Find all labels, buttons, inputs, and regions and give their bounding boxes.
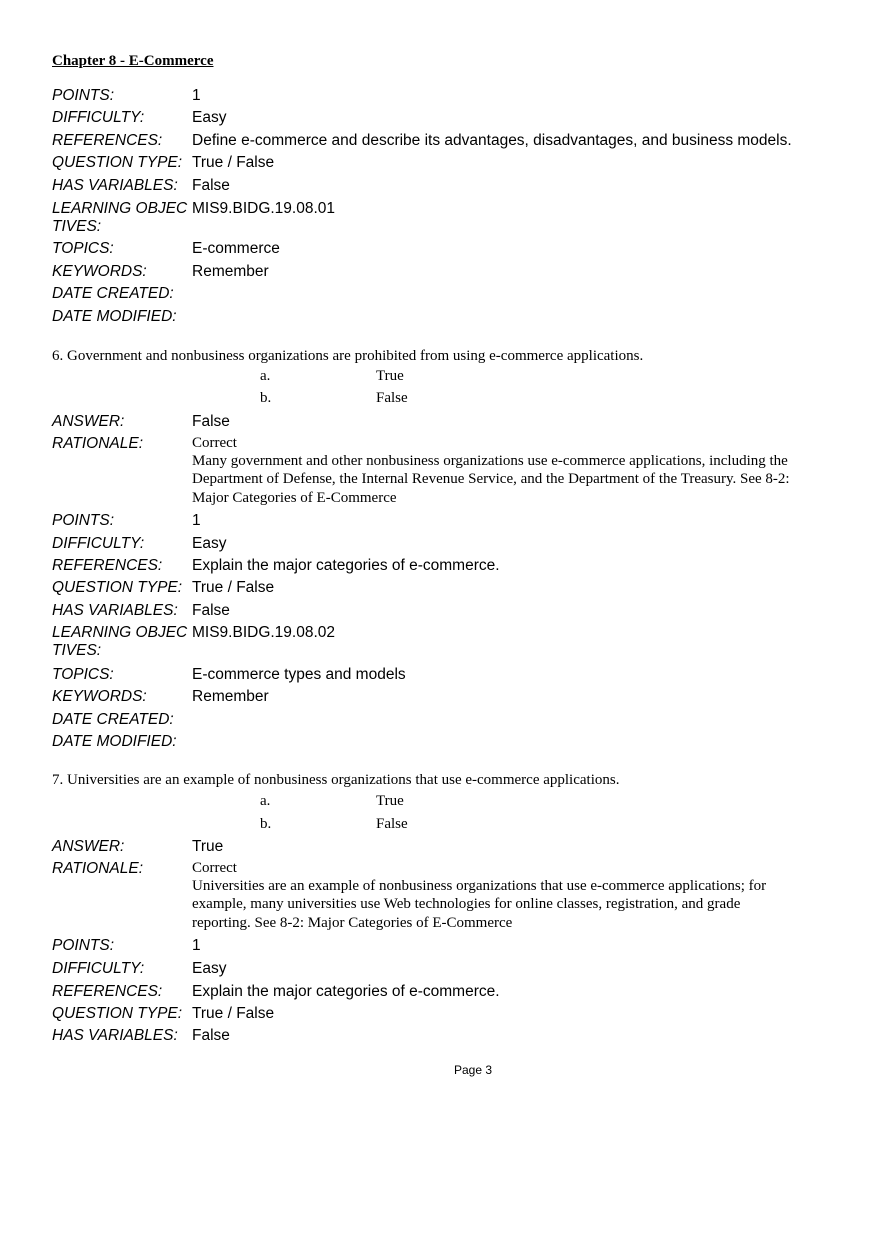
points-label: POINTS: (52, 87, 115, 104)
rationale-line: Correct (192, 435, 237, 451)
difficulty-value: Easy (192, 960, 227, 977)
references-label: REFERENCES: (52, 557, 163, 574)
topics-value: E-commerce (192, 240, 280, 257)
has-variables-value: False (192, 602, 230, 619)
references-label: REFERENCES: (52, 983, 163, 1000)
question-6-rationale-text (192, 434, 832, 507)
question-type-label: QUESTION TYPE: (52, 1005, 183, 1022)
has-variables-value: False (192, 177, 230, 194)
difficulty-value: Easy (192, 109, 227, 126)
meta-row-references (52, 131, 852, 153)
has-variables-label: HAS VARIABLES: (52, 602, 178, 619)
has-variables-label: HAS VARIABLES: (52, 177, 178, 194)
date-created-label: DATE CREATED: (52, 285, 174, 302)
rationale-line: Department of Defense, the Internal Revenue Service, and the Department of the Treasury. See 8-2: (192, 471, 790, 488)
points-label: POINTS: (52, 937, 115, 954)
learning-objectives-label-wrap: TIVES: (52, 642, 102, 659)
references-value: Define e-commerce and describe its advantages, disadvantages, and business models. (192, 132, 792, 149)
question-type-value: True / False (192, 1005, 275, 1022)
keywords-label: KEYWORDS: (52, 688, 147, 705)
chapter-title: Chapter 8 - E-Commerce (52, 53, 214, 69)
question-7-rationale-text (192, 859, 832, 932)
option-text: False (376, 390, 408, 406)
topics-value: E-commerce types and models (192, 666, 406, 683)
meta-row-question-type (52, 153, 852, 175)
date-created-label: DATE CREATED: (52, 711, 174, 728)
difficulty-label: DIFFICULTY: (52, 109, 145, 126)
learning-objectives-value: MIS9.BIDG.19.08.01 (192, 200, 336, 217)
points-value: 1 (192, 937, 201, 954)
has-variables-value: False (192, 1027, 230, 1044)
question-6-date-created-row (52, 710, 852, 732)
difficulty-label: DIFFICULTY: (52, 960, 145, 977)
learning-objectives-label-wrap: TIVES: (52, 218, 102, 235)
question-7-answer-row (52, 837, 852, 859)
references-value: Explain the major categories of e-commerce. (192, 983, 500, 1000)
answer-value: True (192, 838, 224, 855)
answer-label: ANSWER: (52, 413, 125, 430)
page-number: Page 3 (453, 1063, 493, 1077)
rationale-line: Universities are an example of nonbusiness organizations that use e-commerce applications; for (192, 878, 767, 895)
question-6-date-modified-row (52, 732, 852, 754)
question-7-question-type-row (52, 1004, 852, 1026)
meta-row-difficulty (52, 108, 852, 130)
question-7-difficulty-row (52, 959, 852, 981)
question-7-points-row (52, 936, 852, 958)
difficulty-value: Easy (192, 535, 227, 552)
question-6-text: 6. Government and nonbusiness organizations are prohibited from using e-commerce applications. (52, 348, 644, 364)
learning-objectives-label: LEARNING OBJEC (52, 200, 188, 217)
meta-row-date-modified (52, 307, 852, 329)
learning-objectives-label: LEARNING OBJEC (52, 624, 188, 641)
question-6-has-variables-row (52, 601, 852, 623)
question-6-learning-objectives-row (52, 623, 852, 663)
has-variables-label: HAS VARIABLES: (52, 1027, 178, 1044)
difficulty-label: DIFFICULTY: (52, 535, 145, 552)
question-7-has-variables-row (52, 1026, 852, 1048)
meta-row-has-variables (52, 176, 852, 198)
meta-row-topics (52, 239, 852, 261)
points-value: 1 (192, 512, 201, 529)
learning-objectives-value: MIS9.BIDG.19.08.02 (192, 624, 336, 641)
option-text: True (376, 793, 404, 809)
keywords-value: Remember (192, 688, 269, 705)
question-6-question-type-row (52, 578, 852, 600)
question-6-keywords-row (52, 687, 852, 709)
points-label: POINTS: (52, 512, 115, 529)
keywords-value: Remember (192, 263, 269, 280)
rationale-line: Major Categories of E-Commerce (192, 489, 397, 506)
answer-label: ANSWER: (52, 838, 125, 855)
question-7-references-row (52, 982, 852, 1004)
topics-label: TOPICS: (52, 240, 114, 257)
rationale-label: RATIONALE: (52, 860, 144, 877)
question-6-topics-row (52, 665, 852, 687)
question-type-label: QUESTION TYPE: (52, 154, 183, 171)
question-type-label: QUESTION TYPE: (52, 579, 183, 596)
rationale-line: Correct (192, 860, 237, 876)
option-letter: a. (260, 793, 271, 809)
rationale-line: example, many universities use Web technologies for online classes, registration, and grade (192, 896, 741, 913)
question-7-text: 7. Universities are an example of nonbusiness organizations that use e-commerce applications. (52, 772, 620, 788)
rationale-line: Many government and other nonbusiness organizations use e-commerce applications, including the (192, 453, 788, 470)
option-letter: b. (260, 390, 272, 406)
question-6-references-row (52, 556, 852, 578)
references-value: Explain the major categories of e-commerce. (192, 557, 500, 574)
question-6-answer-row (52, 412, 852, 434)
option-letter: b. (260, 816, 272, 832)
question-type-value: True / False (192, 154, 275, 171)
option-text: True (376, 368, 404, 384)
meta-row-keywords (52, 262, 852, 284)
date-modified-label: DATE MODIFIED: (52, 733, 177, 750)
option-letter: a. (260, 368, 271, 384)
references-label: REFERENCES: (52, 132, 163, 149)
meta-row-learning-objectives (52, 199, 852, 239)
answer-value: False (192, 413, 230, 430)
option-text: False (376, 816, 408, 832)
topics-label: TOPICS: (52, 666, 114, 683)
date-modified-label: DATE MODIFIED: (52, 308, 177, 325)
points-value: 1 (192, 87, 201, 104)
question-6-points-row (52, 511, 852, 533)
rationale-label: RATIONALE: (52, 435, 144, 452)
rationale-line: reporting. See 8-2: Major Categories of E-Commerce (192, 914, 513, 931)
question-type-value: True / False (192, 579, 275, 596)
keywords-label: KEYWORDS: (52, 263, 147, 280)
meta-row-points (52, 86, 852, 108)
question-6-difficulty-row (52, 534, 852, 556)
meta-row-date-created (52, 284, 852, 306)
